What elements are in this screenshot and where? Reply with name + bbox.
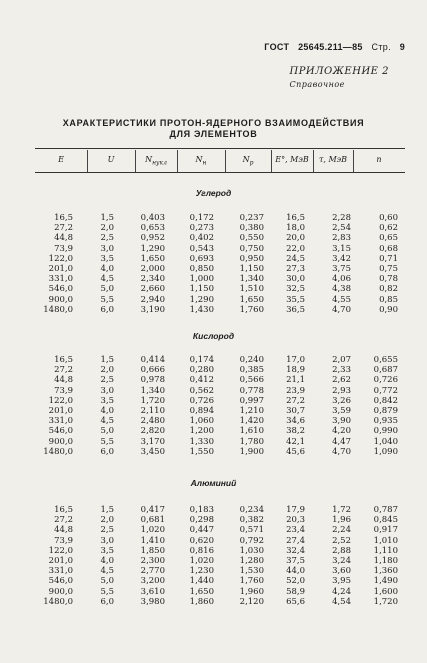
table-cell: 5,0 <box>100 576 114 587</box>
page-label: Стр. <box>371 42 391 52</box>
table-cell: 0,543 <box>189 243 214 254</box>
table-cell: 0,655 <box>373 355 398 365</box>
column-N_nucl <box>141 505 165 607</box>
table-cell: 1,650 <box>140 253 165 264</box>
table-cell: 1,020 <box>140 525 165 536</box>
table-cell: 3,450 <box>140 446 165 457</box>
table-cell: 2,24 <box>332 525 351 536</box>
table-cell: 0,726 <box>373 375 398 386</box>
table-cell: 0,78 <box>379 274 398 285</box>
table-cell: 32,4 <box>286 545 305 556</box>
table-cell: 0,298 <box>189 515 214 526</box>
column-N_p <box>240 505 264 607</box>
table-cell: 2,480 <box>140 416 165 427</box>
table-cell: 900,0 <box>48 294 73 305</box>
table-cell: 4,54 <box>332 596 351 607</box>
column-N_p <box>240 213 264 315</box>
table-cell: 32,5 <box>286 284 305 295</box>
table-cell: 16,5 <box>54 355 73 365</box>
column-E0 <box>286 355 305 457</box>
table-cell: 0,978 <box>140 375 165 386</box>
table-cell: 0,62 <box>379 223 398 234</box>
table-cell: 1,600 <box>373 586 398 597</box>
table-cell: 1,090 <box>373 446 398 457</box>
table-cell: 22,0 <box>286 243 305 254</box>
table-cell: 0,183 <box>189 505 214 515</box>
table-cell: 0,687 <box>373 365 398 376</box>
table-cell: 0,879 <box>373 405 398 416</box>
table-cell: 1,360 <box>373 566 398 577</box>
table-cell: 2,0 <box>100 365 114 376</box>
appendix-title: ПРИЛОЖЕНИЕ 2 <box>289 66 389 77</box>
table-cell: 4,5 <box>100 416 114 427</box>
table-cell: 1,340 <box>140 385 165 396</box>
table-cell: 3,15 <box>332 243 351 254</box>
table-cell: 65,6 <box>286 596 305 607</box>
table-cell: 3,42 <box>332 253 351 264</box>
table-cell: 0,71 <box>379 253 398 264</box>
table-cell: 2,93 <box>332 385 351 396</box>
table-cell: 1480,0 <box>43 596 73 607</box>
table-cell: 0,75 <box>379 263 398 274</box>
table-cell: 4,5 <box>100 274 114 285</box>
running-header <box>258 42 405 52</box>
table-cell: 0,414 <box>140 355 165 365</box>
table-cell: 44,0 <box>286 566 305 577</box>
table-cell: 2,54 <box>332 223 351 234</box>
table-cell: 2,52 <box>332 535 351 546</box>
table-cell: 4,70 <box>332 304 351 315</box>
table-cell: 3,610 <box>140 586 165 597</box>
column-N_n <box>190 355 214 457</box>
table-cell: 21,1 <box>286 375 305 386</box>
table-cell: 2,940 <box>140 294 165 305</box>
table-cell: 16,5 <box>286 213 305 223</box>
section-title: Кислород <box>192 331 235 341</box>
table-cell: 1,850 <box>140 545 165 556</box>
table-cell: 1,340 <box>239 274 264 285</box>
table-cell: 0,385 <box>239 365 264 376</box>
table-cell: 1,010 <box>373 535 398 546</box>
column-E0 <box>286 505 305 607</box>
table-cell: 0,726 <box>189 395 214 406</box>
table-cell: 0,85 <box>379 294 398 305</box>
table-cell: 0,845 <box>373 515 398 526</box>
table-cell: 1,110 <box>373 545 398 556</box>
table-cell: 0,550 <box>239 233 264 244</box>
table-cell: 5,0 <box>100 426 114 437</box>
table-cell: 6,0 <box>100 596 114 607</box>
table-cell: 2,33 <box>332 365 351 376</box>
table-cell: 3,980 <box>140 596 165 607</box>
table-cell: 1,5 <box>100 213 114 223</box>
table-cell: 1480,0 <box>43 304 73 315</box>
table-cell: 1,040 <box>373 436 398 447</box>
table-cell: 1,610 <box>239 426 264 437</box>
table-cell: 3,75 <box>332 263 351 274</box>
table-cell: 2,62 <box>332 375 351 386</box>
table-cell: 27,3 <box>286 263 305 274</box>
table-cell: 4,0 <box>100 555 114 566</box>
table-cell: 4,55 <box>332 294 351 305</box>
table-cell: 0,412 <box>189 375 214 386</box>
col-header-N-p: $N_p$ <box>242 155 254 167</box>
table-cell: 30,7 <box>286 405 305 416</box>
table-cell: 17,0 <box>286 355 305 365</box>
table-cell: 0,620 <box>189 535 214 546</box>
table-cell: 2,300 <box>140 555 165 566</box>
table-cell: 0,68 <box>379 243 398 254</box>
table-cell: 546,0 <box>48 576 73 587</box>
table-title-line-2: ДЛЯ ЭЛЕМЕНТОВ <box>169 129 258 139</box>
table-cell: 1,330 <box>189 436 214 447</box>
table-cell: 30,0 <box>286 274 305 285</box>
table-cell: 0,997 <box>239 395 264 406</box>
column-N_p <box>240 355 264 457</box>
table-cell: 3,170 <box>140 436 165 447</box>
table-cell: 0,273 <box>189 223 214 234</box>
table-cell: 3,0 <box>100 385 114 396</box>
table-top-rule <box>35 148 405 149</box>
table-cell: 1,490 <box>373 576 398 587</box>
table-cell: 6,0 <box>100 304 114 315</box>
table-cell: 1,720 <box>373 596 398 607</box>
table-title <box>0 118 427 140</box>
table-cell: 1,530 <box>239 566 264 577</box>
table-cell: 3,0 <box>100 243 114 254</box>
column-U <box>100 213 114 315</box>
col-header-N-n: $N_н$ <box>195 155 207 167</box>
table-cell: 0,562 <box>189 385 214 396</box>
column-n <box>379 213 398 315</box>
column-N_n <box>190 213 214 315</box>
table-cell: 20,0 <box>286 233 305 244</box>
table-cell: 2,110 <box>140 405 165 416</box>
standard-number: 25645.211—85 <box>298 42 363 52</box>
table-header-row <box>35 150 405 172</box>
table-cell: 27,2 <box>54 223 73 234</box>
table-cell: 0,380 <box>239 223 264 234</box>
table-cell: 2,28 <box>332 213 351 223</box>
table-cell: 16,5 <box>54 213 73 223</box>
table-cell: 0,237 <box>239 213 264 223</box>
table-cell: 38,2 <box>286 426 305 437</box>
col-header-n: n <box>376 155 382 164</box>
table-cell: 0,447 <box>189 525 214 536</box>
table-cell: 6,0 <box>100 446 114 457</box>
table-cell: 44,8 <box>54 233 73 244</box>
column-N_nucl <box>141 213 165 315</box>
table-cell: 45,6 <box>286 446 305 457</box>
table-cell: 0,90 <box>379 304 398 315</box>
table-cell: 1,650 <box>189 586 214 597</box>
table-cell: 0,666 <box>140 365 165 376</box>
column-tau <box>332 505 351 607</box>
table-cell: 34,6 <box>286 416 305 427</box>
col-header-tau: τ, МэВ <box>318 155 348 164</box>
table-cell: 1,440 <box>189 576 214 587</box>
table-cell: 20,3 <box>286 515 305 526</box>
table-cell: 1,720 <box>140 395 165 406</box>
table-cell: 27,4 <box>286 535 305 546</box>
column-n <box>374 505 398 607</box>
table-cell: 5,5 <box>100 436 114 447</box>
table-cell: 1,000 <box>189 274 214 285</box>
table-cell: 2,5 <box>100 233 114 244</box>
table-cell: 73,9 <box>54 243 73 254</box>
table-cell: 0,894 <box>189 405 214 416</box>
table-cell: 27,2 <box>54 365 73 376</box>
table-cell: 1,760 <box>239 304 264 315</box>
table-cell: 18,9 <box>286 365 305 376</box>
table-cell: 18,0 <box>286 223 305 234</box>
table-cell: 1,5 <box>100 505 114 515</box>
table-cell: 0,950 <box>239 253 264 264</box>
table-cell: 0,750 <box>239 243 264 254</box>
table-cell: 27,2 <box>54 515 73 526</box>
table-cell: 1,210 <box>239 405 264 416</box>
table-cell: 900,0 <box>48 586 73 597</box>
table-cell: 4,06 <box>332 274 351 285</box>
table-cell: 201,0 <box>48 405 73 416</box>
table-cell: 1,420 <box>239 416 264 427</box>
table-cell: 1,030 <box>239 545 264 556</box>
table-cell: 201,0 <box>48 263 73 274</box>
table-cell: 5,0 <box>100 284 114 295</box>
table-cell: 4,24 <box>332 586 351 597</box>
table-cell: 35,5 <box>286 294 305 305</box>
table-cell: 0,681 <box>140 515 165 526</box>
page-number: 9 <box>399 42 405 52</box>
table-cell: 73,9 <box>54 385 73 396</box>
table-cell: 1,060 <box>189 416 214 427</box>
table-cell: 3,59 <box>332 405 351 416</box>
table-cell: 1,020 <box>189 555 214 566</box>
table-cell: 2,5 <box>100 525 114 536</box>
table-cell: 1,290 <box>140 243 165 254</box>
table-cell: 4,47 <box>332 436 351 447</box>
table-cell: 4,70 <box>332 446 351 457</box>
table-cell: 0,382 <box>239 515 264 526</box>
table-cell: 0,172 <box>189 213 214 223</box>
table-cell: 0,917 <box>373 525 398 536</box>
table-cell: 3,90 <box>332 416 351 427</box>
table-cell: 0,816 <box>189 545 214 556</box>
table-cell: 73,9 <box>54 535 73 546</box>
table-cell: 0,778 <box>239 385 264 396</box>
column-N_nucl <box>141 355 165 457</box>
table-cell: 1,72 <box>332 505 351 515</box>
table-cell: 0,787 <box>373 505 398 515</box>
table-cell: 1,410 <box>140 535 165 546</box>
column-U <box>100 505 114 607</box>
table-cell: 1,200 <box>189 426 214 437</box>
table-cell: 2,120 <box>239 596 264 607</box>
appendix-heading <box>289 66 389 89</box>
table-cell: 23,4 <box>286 525 305 536</box>
table-cell: 3,5 <box>100 253 114 264</box>
table-cell: 0,60 <box>379 213 398 223</box>
table-cell: 0,566 <box>239 375 264 386</box>
table-cell: 23,9 <box>286 385 305 396</box>
column-U <box>100 355 114 457</box>
table-cell: 0,772 <box>373 385 398 396</box>
table-cell: 3,0 <box>100 535 114 546</box>
column-E <box>43 355 73 457</box>
table-cell: 36,5 <box>286 304 305 315</box>
table-cell: 1,280 <box>239 555 264 566</box>
table-cell: 0,82 <box>379 284 398 295</box>
table-cell: 44,8 <box>54 525 73 536</box>
table-cell: 4,20 <box>332 426 351 437</box>
table-cell: 0,571 <box>239 525 264 536</box>
table-cell: 201,0 <box>48 555 73 566</box>
table-cell: 58,9 <box>286 586 305 597</box>
table-cell: 17,9 <box>286 505 305 515</box>
table-cell: 546,0 <box>48 426 73 437</box>
table-cell: 1,960 <box>239 586 264 597</box>
table-cell: 122,0 <box>48 395 73 406</box>
table-cell: 24,5 <box>286 253 305 264</box>
table-cell: 122,0 <box>48 545 73 556</box>
table-cell: 1,780 <box>239 436 264 447</box>
table-cell: 0,990 <box>373 426 398 437</box>
table-cell: 4,5 <box>100 566 114 577</box>
table-cell: 2,5 <box>100 375 114 386</box>
col-header-E0: E°, МэВ <box>275 155 309 164</box>
table-cell: 37,5 <box>286 555 305 566</box>
table-cell: 0,842 <box>373 395 398 406</box>
table-cell: 1,150 <box>239 263 264 274</box>
table-cell: 27,2 <box>286 395 305 406</box>
table-cell: 1,5 <box>100 355 114 365</box>
column-E <box>43 213 73 315</box>
col-header-N-nucl: $N_{нукл}$ <box>145 155 167 167</box>
table-cell: 122,0 <box>48 253 73 264</box>
col-header-U: U <box>107 155 115 164</box>
table-cell: 1,860 <box>189 596 214 607</box>
column-tau <box>332 355 351 457</box>
table-cell: 4,0 <box>100 263 114 274</box>
table-cell: 0,234 <box>239 505 264 515</box>
table-cell: 3,5 <box>100 395 114 406</box>
table-cell: 1,550 <box>189 446 214 457</box>
table-cell: 0,792 <box>239 535 264 546</box>
table-cell: 1,180 <box>373 555 398 566</box>
table-cell: 3,95 <box>332 576 351 587</box>
table-cell: 0,935 <box>373 416 398 427</box>
table-cell: 3,5 <box>100 545 114 556</box>
table-cell: 0,174 <box>189 355 214 365</box>
table-cell: 3,190 <box>140 304 165 315</box>
table-cell: 16,5 <box>54 505 73 515</box>
table-cell: 1,900 <box>239 446 264 457</box>
table-cell: 900,0 <box>48 436 73 447</box>
section-title: Углерод <box>195 188 232 198</box>
table-cell: 1,150 <box>189 284 214 295</box>
column-E0 <box>286 213 305 315</box>
table-cell: 331,0 <box>48 566 73 577</box>
table-cell: 2,340 <box>140 274 165 285</box>
gost-label: ГОСТ <box>264 42 290 52</box>
table-cell: 0,240 <box>239 355 264 365</box>
col-header-E: E <box>58 155 64 164</box>
table-cell: 0,65 <box>379 233 398 244</box>
table-cell: 2,07 <box>332 355 351 365</box>
table-cell: 0,653 <box>140 223 165 234</box>
table-cell: 1,290 <box>189 294 214 305</box>
table-cell: 3,26 <box>332 395 351 406</box>
table-cell: 1,430 <box>189 304 214 315</box>
table-cell: 2,83 <box>332 233 351 244</box>
table-title-line-1: ХАРАКТЕРИСТИКИ ПРОТОН-ЯДЕРНОГО ВЗАИМОДЕЙСТВИЯ <box>62 118 365 128</box>
table-cell: 0,850 <box>189 263 214 274</box>
table-cell: 2,0 <box>100 223 114 234</box>
table-cell: 5,5 <box>100 294 114 305</box>
table-cell: 331,0 <box>48 274 73 285</box>
table-header-rule <box>35 172 405 173</box>
table-cell: 2,820 <box>140 426 165 437</box>
table-cell: 331,0 <box>48 416 73 427</box>
table-cell: 4,0 <box>100 405 114 416</box>
table-cell: 5,5 <box>100 586 114 597</box>
table-cell: 0,417 <box>140 505 165 515</box>
table-cell: 1,650 <box>239 294 264 305</box>
column-N_n <box>190 505 214 607</box>
table-cell: 1,760 <box>239 576 264 587</box>
table-cell: 52,0 <box>286 576 305 587</box>
column-n <box>374 355 398 457</box>
table-cell: 2,000 <box>140 263 165 274</box>
table-cell: 1,510 <box>239 284 264 295</box>
table-cell: 0,402 <box>189 233 214 244</box>
appendix-subtitle: Справочное <box>289 80 345 89</box>
table-cell: 1,230 <box>189 566 214 577</box>
table-cell: 2,660 <box>140 284 165 295</box>
table-cell: 2,0 <box>100 515 114 526</box>
table-cell: 1,96 <box>332 515 351 526</box>
table-cell: 3,200 <box>140 576 165 587</box>
table-cell: 2,770 <box>140 566 165 577</box>
table-cell: 1480,0 <box>43 446 73 457</box>
table-cell: 0,403 <box>140 213 165 223</box>
table-cell: 3,60 <box>332 566 351 577</box>
table-cell: 0,280 <box>189 365 214 376</box>
table-cell: 2,88 <box>332 545 351 556</box>
column-tau <box>332 213 351 315</box>
table-cell: 0,952 <box>140 233 165 244</box>
column-E <box>43 505 73 607</box>
table-cell: 42,1 <box>286 436 305 447</box>
table-cell: 3,24 <box>332 555 351 566</box>
table-cell: 546,0 <box>48 284 73 295</box>
table-cell: 4,38 <box>332 284 351 295</box>
table-cell: 44,8 <box>54 375 73 386</box>
table-cell: 0,693 <box>189 253 214 264</box>
section-title: Алюминий <box>190 478 237 488</box>
